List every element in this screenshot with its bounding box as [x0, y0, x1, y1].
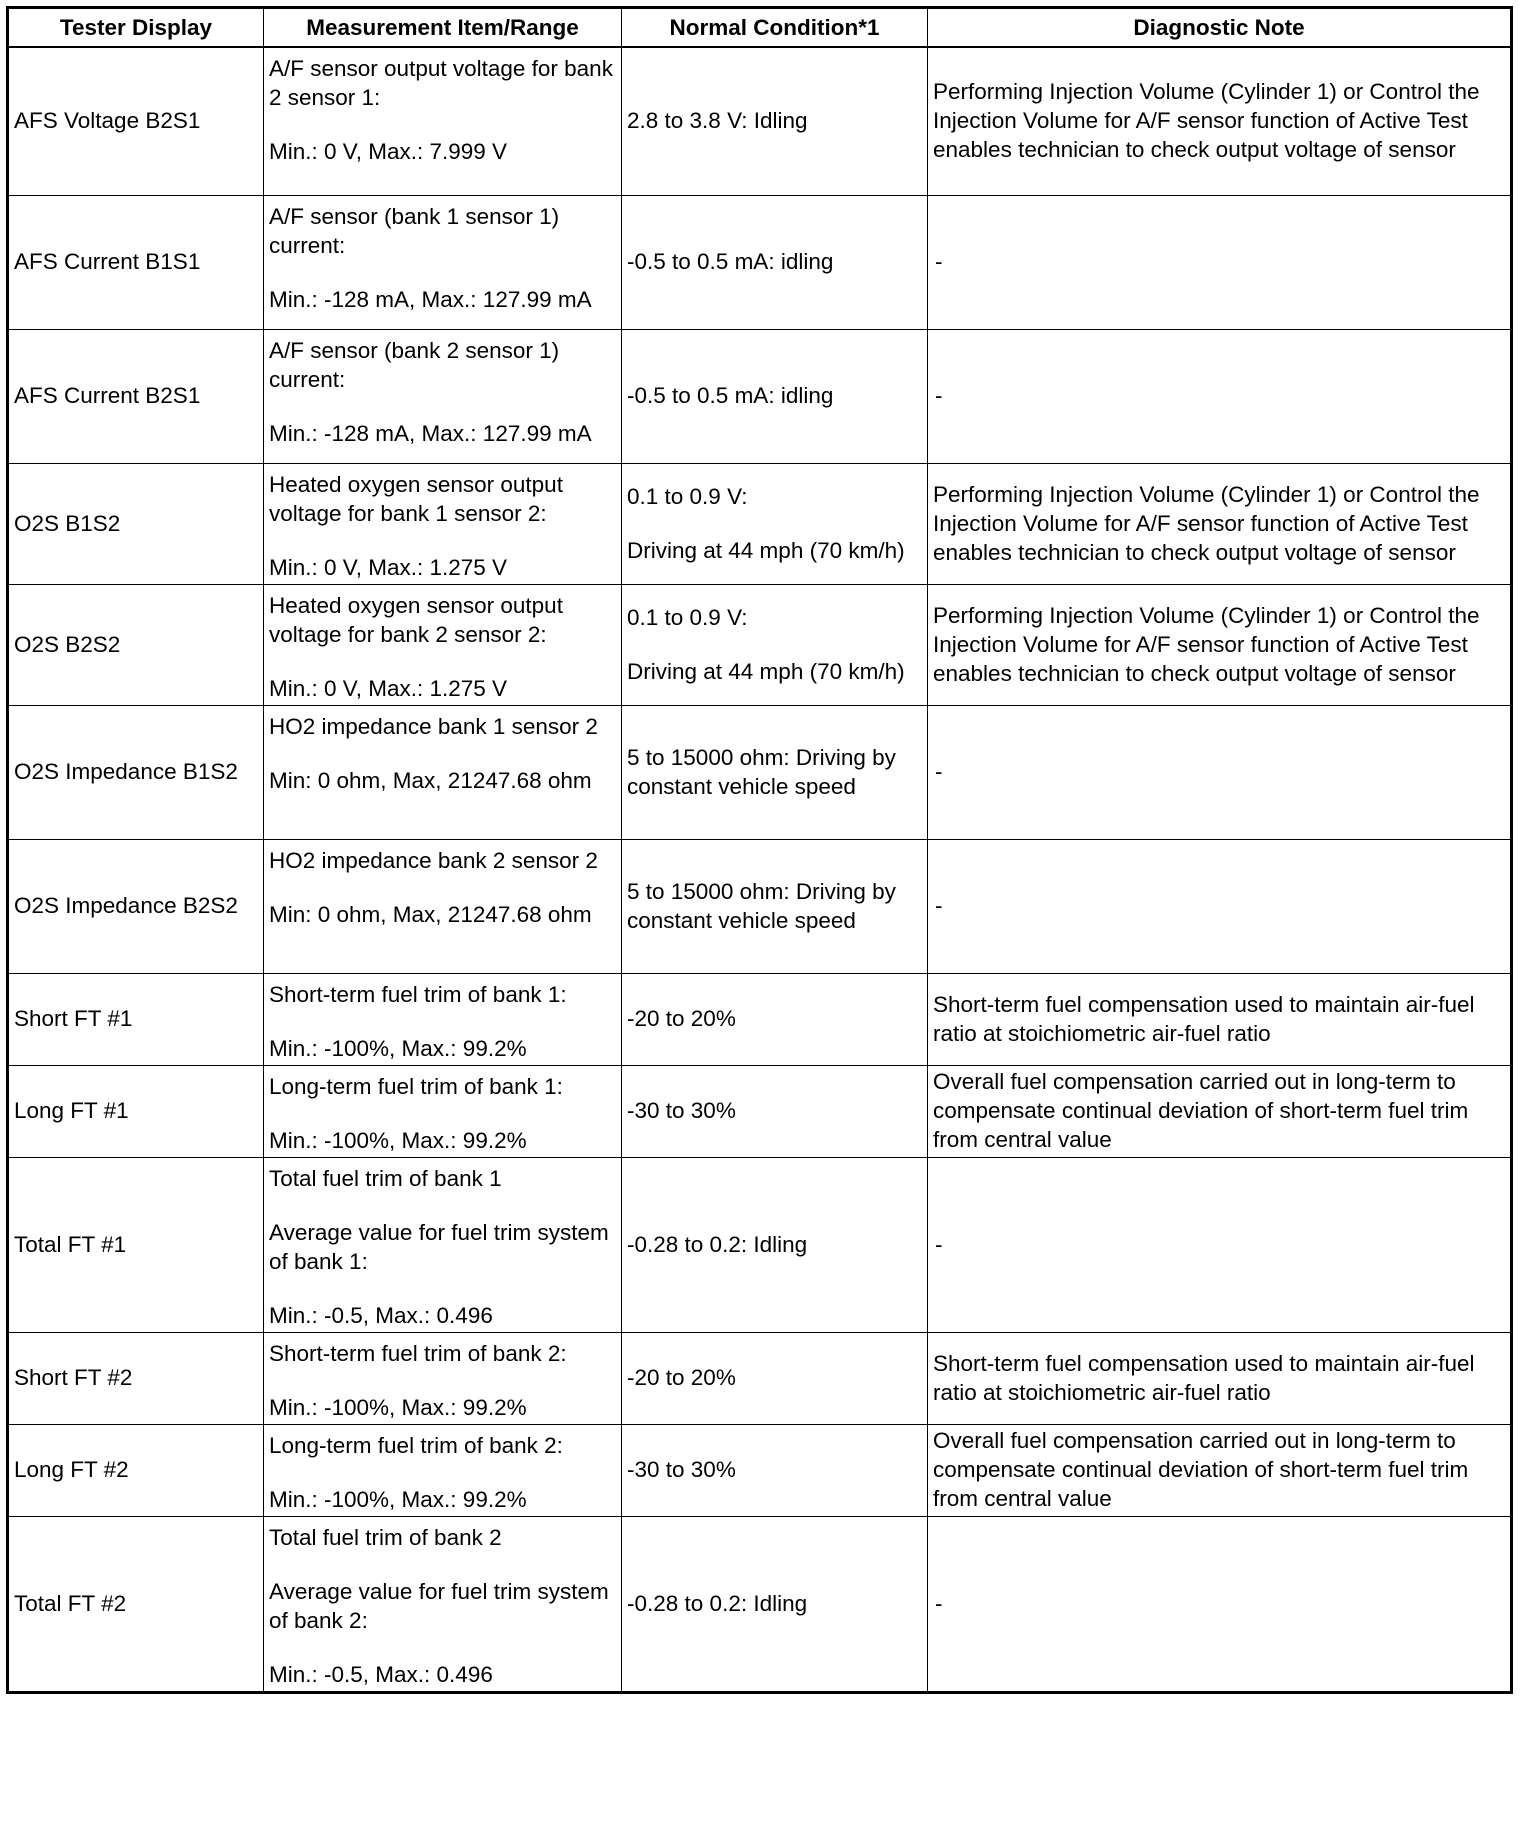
measurement-line: Min.: 0 V, Max.: 1.275 V: [269, 675, 508, 701]
condition-line: Driving at 44 mph (70 km/h): [627, 658, 905, 684]
table-row: [8, 1157, 1512, 1332]
measurement-cell: [264, 1065, 622, 1157]
measurement-line: Min.: -100%, Max.: 99.2%: [269, 1035, 527, 1061]
table-body: [8, 47, 1512, 1692]
condition-line: 5 to 15000 ohm: Driving by constant vehicle speed: [627, 878, 896, 933]
normal-condition-cell: [622, 584, 928, 705]
measurement-cell: [264, 1424, 622, 1516]
table-row: [8, 463, 1512, 584]
table-row: [8, 195, 1512, 329]
condition-line: -20 to 20%: [627, 1006, 736, 1031]
tester-display-cell: Short FT #1: [8, 973, 264, 1065]
measurement-line: HO2 impedance bank 1 sensor 2: [269, 713, 598, 739]
tester-display-cell: Short FT #2: [8, 1332, 264, 1424]
normal-condition-cell: [622, 463, 928, 584]
normal-condition-cell: [622, 1516, 928, 1692]
table-row: [8, 47, 1512, 195]
measurement-line: HO2 impedance bank 2 sensor 2: [269, 847, 598, 873]
measurement-line: Min.: 0 V, Max.: 1.275 V: [269, 554, 508, 580]
diagnostic-note-cell: -: [928, 195, 1512, 329]
measurement-cell: [264, 463, 622, 584]
header-normal-condition: Normal Condition*1: [622, 8, 928, 48]
measurement-line: A/F sensor output voltage for bank 2 sensor 1:: [269, 56, 613, 110]
measurement-cell: [264, 47, 622, 195]
table-row: [8, 584, 1512, 705]
condition-line: -30 to 30%: [627, 1098, 736, 1123]
condition-line: -0.28 to 0.2: Idling: [627, 1231, 808, 1257]
normal-condition-cell: [622, 195, 928, 329]
condition-line: 0.1 to 0.9 V:: [627, 483, 748, 509]
tester-display-cell: AFS Current B2S1: [8, 329, 264, 463]
tester-display-cell: Long FT #1: [8, 1065, 264, 1157]
diagnostic-note-cell: -: [928, 329, 1512, 463]
measurement-cell: [264, 329, 622, 463]
condition-line: -0.28 to 0.2: Idling: [627, 1590, 808, 1616]
table-header-row: [8, 8, 1512, 48]
tester-display-cell: O2S B1S2: [8, 463, 264, 584]
measurement-line: Min.: -0.5, Max.: 0.496: [269, 1302, 493, 1328]
measurement-line: Average value for fuel trim system of bank 2:: [269, 1578, 609, 1633]
measurement-line: Long-term fuel trim of bank 2:: [269, 1432, 563, 1458]
condition-line: 2.8 to 3.8 V: Idling: [627, 108, 808, 134]
measurement-line: Min.: -128 mA, Max.: 127.99 mA: [269, 420, 592, 446]
measurement-line: Short-term fuel trim of bank 2:: [269, 1340, 567, 1366]
table-row: [8, 705, 1512, 839]
condition-line: 5 to 15000 ohm: Driving by constant vehicle speed: [627, 744, 896, 799]
table-row: [8, 329, 1512, 463]
normal-condition-cell: [622, 1065, 928, 1157]
condition-line: -0.5 to 0.5 mA: idling: [627, 383, 834, 408]
page-content: [6, 6, 1513, 1694]
header-tester-display: Tester Display: [8, 8, 264, 48]
measurement-cell: [264, 1516, 622, 1692]
diagnostic-note-cell: Short-term fuel compensation used to maintain air-fuel ratio at stoichiometric air-fuel ratio: [928, 1332, 1512, 1424]
normal-condition-cell: [622, 1424, 928, 1516]
table-row: [8, 839, 1512, 973]
condition-line: -0.5 to 0.5 mA: idling: [627, 249, 834, 274]
normal-condition-cell: [622, 329, 928, 463]
tester-display-table: [6, 6, 1513, 1694]
measurement-line: Min.: -0.5, Max.: 0.496: [269, 1661, 493, 1687]
measurement-line: Min.: -100%, Max.: 99.2%: [269, 1394, 527, 1420]
condition-line: -30 to 30%: [627, 1457, 736, 1482]
diagnostic-note-cell: -: [928, 1516, 1512, 1692]
tester-display-cell: Total FT #1: [8, 1157, 264, 1332]
diagnostic-note-cell: Short-term fuel compensation used to maintain air-fuel ratio at stoichiometric air-fuel ratio: [928, 973, 1512, 1065]
normal-condition-cell: [622, 47, 928, 195]
tester-display-cell: Long FT #2: [8, 1424, 264, 1516]
normal-condition-cell: [622, 1332, 928, 1424]
tester-display-cell: Total FT #2: [8, 1516, 264, 1692]
header-diagnostic-note: Diagnostic Note: [928, 8, 1512, 48]
condition-line: Driving at 44 mph (70 km/h): [627, 537, 905, 563]
measurement-line: Min.: -128 mA, Max.: 127.99 mA: [269, 286, 592, 312]
measurement-cell: [264, 1332, 622, 1424]
measurement-line: Average value for fuel trim system of bank 1:: [269, 1219, 609, 1274]
measurement-line: A/F sensor (bank 1 sensor 1) current:: [269, 203, 560, 258]
measurement-line: Total fuel trim of bank 1: [269, 1165, 502, 1191]
measurement-cell: [264, 839, 622, 973]
tester-display-cell: O2S Impedance B2S2: [8, 839, 264, 973]
measurement-line: Min: 0 ohm, Max, 21247.68 ohm: [269, 767, 592, 793]
measurement-line: Short-term fuel trim of bank 1:: [269, 981, 567, 1007]
measurement-line: Min.: 0 V, Max.: 7.999 V: [269, 139, 508, 164]
table-row: [8, 1516, 1512, 1692]
table-row: [8, 1332, 1512, 1424]
condition-line: 0.1 to 0.9 V:: [627, 604, 748, 630]
diagnostic-note-cell: Overall fuel compensation carried out in long-term to compensate continual deviation of short-term fuel trim from central value: [928, 1065, 1512, 1157]
tester-display-cell: O2S Impedance B1S2: [8, 705, 264, 839]
diagnostic-note-cell: -: [928, 839, 1512, 973]
normal-condition-cell: [622, 973, 928, 1065]
tester-display-cell: AFS Voltage B2S1: [8, 47, 264, 195]
header-measurement-item: Measurement Item/Range: [264, 8, 622, 48]
diagnostic-note-cell: -: [928, 705, 1512, 839]
measurement-line: Heated oxygen sensor output voltage for bank 2 sensor 2:: [269, 592, 563, 647]
measurement-cell: [264, 973, 622, 1065]
measurement-line: A/F sensor (bank 2 sensor 1) current:: [269, 337, 560, 392]
measurement-cell: [264, 584, 622, 705]
measurement-cell: [264, 195, 622, 329]
tester-display-cell: O2S B2S2: [8, 584, 264, 705]
normal-condition-cell: [622, 1157, 928, 1332]
measurement-line: Min.: -100%, Max.: 99.2%: [269, 1127, 527, 1153]
measurement-line: Min.: -100%, Max.: 99.2%: [269, 1486, 527, 1512]
normal-condition-cell: [622, 705, 928, 839]
table-row: [8, 1065, 1512, 1157]
measurement-cell: [264, 705, 622, 839]
measurement-line: Heated oxygen sensor output voltage for bank 1 sensor 2:: [269, 471, 563, 526]
measurement-line: Long-term fuel trim of bank 1:: [269, 1073, 563, 1099]
diagnostic-note-cell: Performing Injection Volume (Cylinder 1) or Control the Injection Volume for A/F sensor function of Active Test enables technician to check output voltage of sensor: [928, 47, 1512, 195]
tester-display-cell: AFS Current B1S1: [8, 195, 264, 329]
diagnostic-note-cell: Overall fuel compensation carried out in long-term to compensate continual deviation of short-term fuel trim from central value: [928, 1424, 1512, 1516]
diagnostic-note-cell: Performing Injection Volume (Cylinder 1) or Control the Injection Volume for A/F sensor function of Active Test enables technician to check output voltage of sensor: [928, 463, 1512, 584]
table-row: [8, 1424, 1512, 1516]
measurement-line: Total fuel trim of bank 2: [269, 1524, 502, 1550]
table-row: [8, 973, 1512, 1065]
condition-line: -20 to 20%: [627, 1365, 736, 1390]
diagnostic-note-cell: -: [928, 1157, 1512, 1332]
measurement-line: Min: 0 ohm, Max, 21247.68 ohm: [269, 901, 592, 927]
diagnostic-note-cell: Performing Injection Volume (Cylinder 1) or Control the Injection Volume for A/F sensor function of Active Test enables technician to check output voltage of sensor: [928, 584, 1512, 705]
normal-condition-cell: [622, 839, 928, 973]
measurement-cell: [264, 1157, 622, 1332]
